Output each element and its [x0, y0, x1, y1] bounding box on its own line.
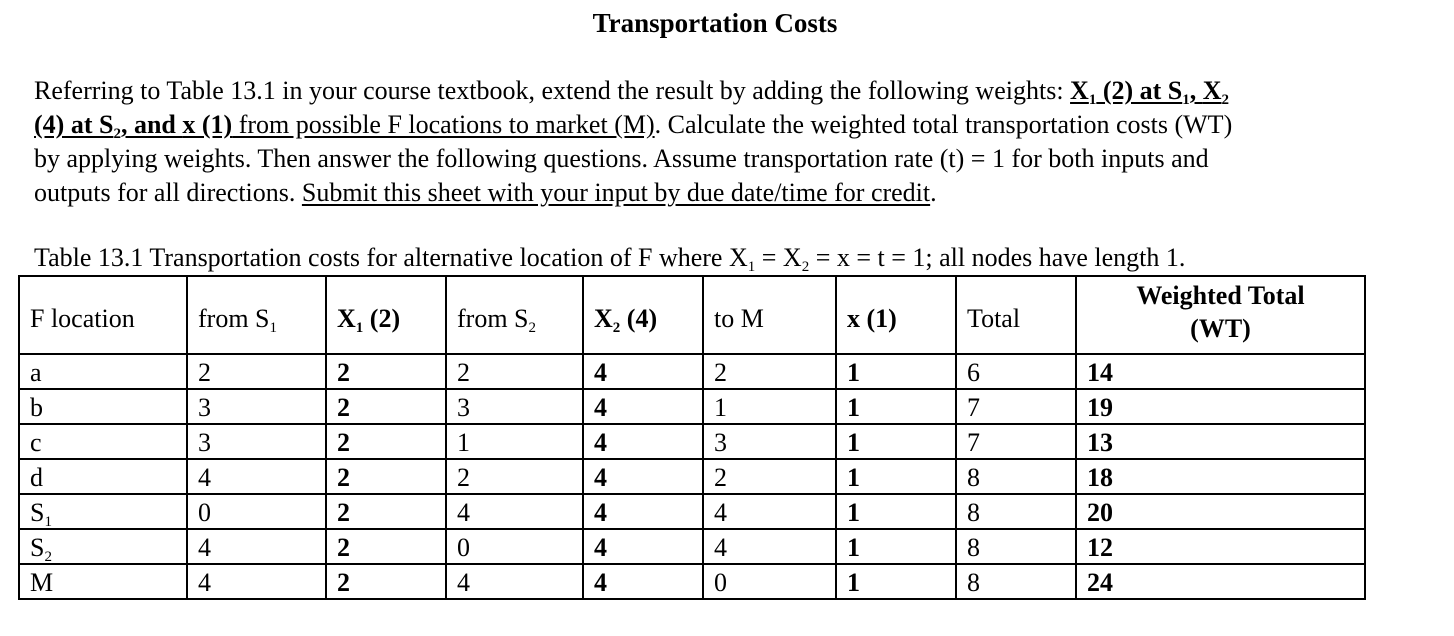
cell-total: 7	[956, 424, 1076, 459]
caption-sub-1: 1	[747, 259, 756, 275]
cell-f-location: b	[19, 389, 187, 424]
cell-weighted-total: 14	[1076, 354, 1365, 389]
cell-x1-weight: 2	[326, 424, 446, 459]
cell-from-s1: 4	[187, 564, 326, 599]
cell-x1-weight: 2	[326, 459, 446, 494]
cell-from-s2: 3	[446, 389, 583, 424]
instructions-line-3: by applying weights. Then answer the following questions. Assume transportation rate (t) = 1 for both inputs and	[34, 144, 1209, 173]
table-row	[19, 494, 1365, 529]
cell-f-location: c	[19, 424, 187, 459]
table-row	[19, 389, 1365, 424]
transportation-costs-table	[18, 275, 1366, 600]
cell-from-s1: 0	[187, 494, 326, 529]
cell-x2-weight: 4	[583, 494, 703, 529]
cell-f-location: $S_2$	[19, 529, 187, 564]
cell-x1-weight: 2	[326, 529, 446, 564]
table-row	[19, 354, 1365, 389]
header-x-weight: x (1)	[836, 276, 956, 354]
table-header-row	[19, 276, 1365, 354]
instructions-text: Referring to Table 13.1 in your course textbook, extend the result by adding the following weights:	[34, 76, 1071, 105]
cell-f-location: $S_1$	[19, 494, 187, 529]
weight-x-label: x (1)	[182, 110, 233, 139]
weight-x2-var: X	[1202, 76, 1222, 105]
instructions-tail: . Calculate the weighted total transportation costs (WT)	[654, 110, 1233, 139]
table-row	[19, 459, 1365, 494]
submission-note: Submit this sheet with your input by due date/time for credit	[301, 178, 931, 207]
cell-total: 8	[956, 459, 1076, 494]
cell-from-s2: 2	[446, 354, 583, 389]
header-from-s1: from $S_1$	[187, 276, 326, 354]
caption-text-2: = X	[755, 243, 802, 272]
cell-weighted-total: 20	[1076, 494, 1365, 529]
header-weighted-total: Weighted Total (WT)	[1076, 276, 1365, 354]
cell-x1-weight: 2	[326, 389, 446, 424]
caption-text-1: Table 13.1 Transportation costs for alternative location of F where X	[34, 243, 748, 272]
cell-x-weight: 1	[836, 389, 956, 424]
cell-total: 6	[956, 354, 1076, 389]
weight-x1-sub: 1	[1088, 92, 1097, 108]
cell-weighted-total: 12	[1076, 529, 1365, 564]
cell-x1-weight: 2	[326, 494, 446, 529]
instructions-paragraph	[34, 74, 1379, 210]
instructions-period: .	[930, 178, 937, 207]
page-title: Transportation Costs	[592, 8, 838, 38]
cell-from-s1: 3	[187, 389, 326, 424]
instructions-line-1	[34, 74, 1379, 108]
cell-total: 8	[956, 494, 1076, 529]
caption-text-3: = x = t = 1; all nodes have length 1.	[809, 243, 1186, 272]
cell-f-location: a	[19, 354, 187, 389]
instructions-line-2	[34, 108, 1379, 142]
cell-x-weight: 1	[836, 354, 956, 389]
instructions-line-4	[34, 176, 1379, 210]
cell-to-m: 1	[703, 389, 836, 424]
header-total: Total	[956, 276, 1076, 354]
header-x2-weight: $X_2$ (4)	[583, 276, 703, 354]
instructions-outputs: outputs for all directions.	[34, 178, 302, 207]
cell-from-s1: 4	[187, 529, 326, 564]
cell-from-s2: 0	[446, 529, 583, 564]
cell-weighted-total: 18	[1076, 459, 1365, 494]
cell-x1-weight: 2	[326, 564, 446, 599]
cell-to-m: 2	[703, 354, 836, 389]
cell-total: 8	[956, 564, 1076, 599]
cell-from-s2: 2	[446, 459, 583, 494]
cell-f-location: M	[19, 564, 187, 599]
weight-x-target: from possible F locations to market (M)	[232, 110, 655, 139]
table-row	[19, 529, 1365, 564]
header-to-m: to M	[703, 276, 836, 354]
cell-from-s2: 4	[446, 564, 583, 599]
cell-to-m: 4	[703, 529, 836, 564]
table-caption	[34, 241, 1185, 275]
cell-to-m: 0	[703, 564, 836, 599]
weight-x2-sub: 2	[1221, 92, 1230, 108]
weight-x1-rest: (2) at S	[1096, 76, 1183, 105]
table-row	[19, 424, 1365, 459]
cell-from-s2: 1	[446, 424, 583, 459]
weight-and: , and	[120, 110, 183, 139]
cell-f-location: d	[19, 459, 187, 494]
cell-from-s1: 3	[187, 424, 326, 459]
weight-x2-rest: (4) at S	[34, 110, 114, 139]
cell-x-weight: 1	[836, 494, 956, 529]
header-f-location: F location	[19, 276, 187, 354]
cell-x-weight: 1	[836, 459, 956, 494]
cell-x2-weight: 4	[583, 354, 703, 389]
cell-x-weight: 1	[836, 529, 956, 564]
table-row	[19, 564, 1365, 599]
caption-sub-2: 2	[801, 259, 810, 275]
weight-x1-var: X	[1070, 76, 1089, 105]
weight-x1-label	[1070, 76, 1230, 108]
cell-x2-weight: 4	[583, 424, 703, 459]
cell-from-s1: 2	[187, 354, 326, 389]
weight-x2-label	[34, 110, 655, 142]
cell-x2-weight: 4	[583, 564, 703, 599]
cell-to-m: 4	[703, 494, 836, 529]
cell-total: 7	[956, 389, 1076, 424]
cell-to-m: 3	[703, 424, 836, 459]
cell-from-s2: 4	[446, 494, 583, 529]
header-from-s2: from $S_2$	[446, 276, 583, 354]
cell-from-s1: 4	[187, 459, 326, 494]
cell-weighted-total: 19	[1076, 389, 1365, 424]
cell-weighted-total: 13	[1076, 424, 1365, 459]
cell-total: 8	[956, 529, 1076, 564]
weight-x1-site-sub: 1	[1182, 92, 1190, 108]
cell-x2-weight: 4	[583, 529, 703, 564]
cell-weighted-total: 24	[1076, 564, 1365, 599]
weight-x2-site-sub: 2	[113, 126, 121, 142]
cell-x2-weight: 4	[583, 459, 703, 494]
weight-separator: ,	[1189, 76, 1203, 105]
header-x1-weight: $X_1$ (2)	[326, 276, 446, 354]
cell-to-m: 2	[703, 459, 836, 494]
cell-x1-weight: 2	[326, 354, 446, 389]
cell-x-weight: 1	[836, 424, 956, 459]
cell-x-weight: 1	[836, 564, 956, 599]
cell-x2-weight: 4	[583, 389, 703, 424]
